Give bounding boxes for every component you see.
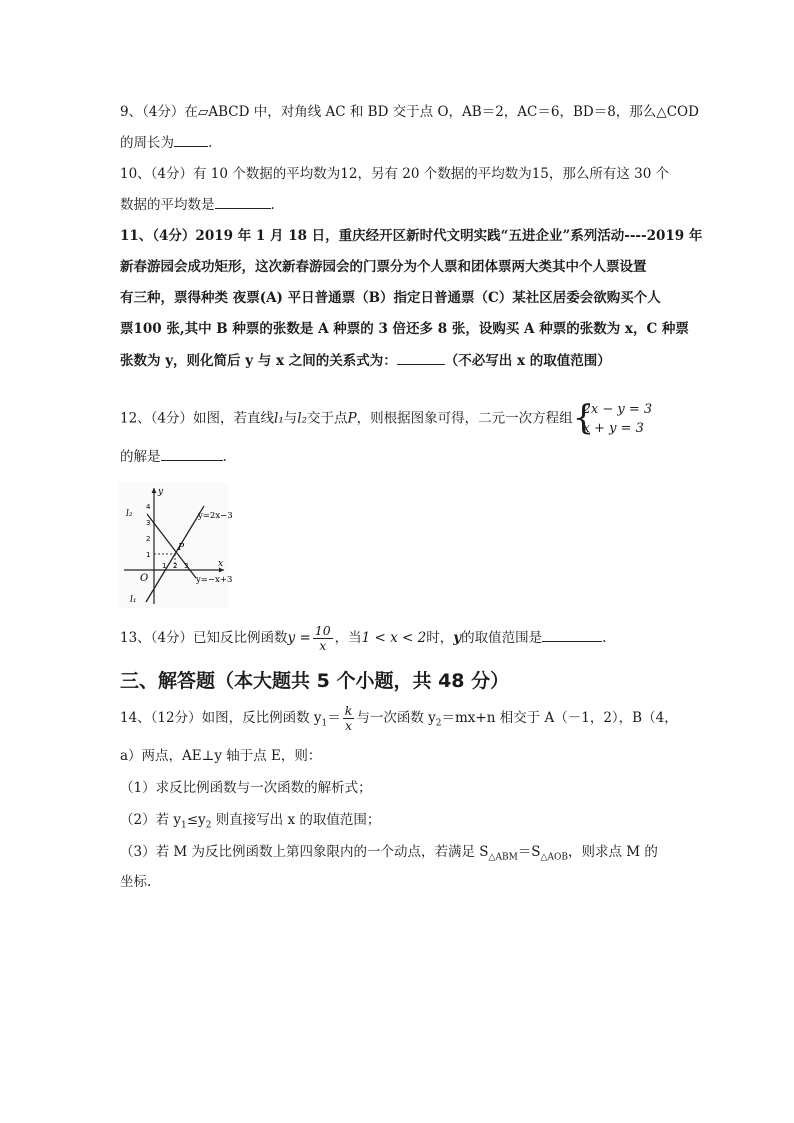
q14-text-b: ＝mx+n 相交于 A（－1，2），B（4， — [441, 710, 678, 726]
q13-condition: 1 < x < 2 — [361, 630, 427, 646]
q14-sub2: 2 — [435, 718, 442, 729]
q14-line2: a）两点，AE⊥y 轴于点 E，则： — [120, 748, 322, 764]
q13-frac-den: x — [319, 638, 327, 653]
question-12-line2 — [120, 446, 676, 467]
q12-prefix: 12、（4分）如图，若直线 — [120, 410, 275, 427]
question-9-line2 — [120, 132, 676, 153]
q13-fraction — [313, 624, 333, 653]
l2-label: l₂ — [126, 509, 133, 519]
equation-2: x + y = 3 — [582, 421, 644, 436]
question-14-part1 — [120, 778, 676, 798]
origin-label: O — [140, 573, 149, 584]
q14-part2b: ≤y — [186, 812, 206, 828]
equation-1: 2x − y = 3 — [582, 402, 653, 417]
question-14-line2 — [120, 746, 676, 766]
q13-yvar: y — [453, 630, 462, 646]
x-tick-1: 1 — [162, 562, 167, 570]
q11-line1: 11、（4分）2019 年 1 月 18 日，重庆经开区新时代文明实践“五进企业”系列活动----2019 年 — [120, 228, 703, 244]
q12-point: P — [347, 410, 357, 427]
question-10-line2 — [120, 194, 676, 215]
q14-sub1: 1 — [321, 718, 328, 729]
question-11-line1 — [120, 226, 703, 246]
q14-part3-sub2: △AOB — [540, 852, 568, 863]
q9-text-b: 的周长为 — [120, 135, 174, 151]
question-11-line3 — [120, 288, 676, 308]
q14-part1: （1）求反比例函数与一次函数的解析式； — [120, 780, 372, 796]
q14-part3-line2: 坐标. — [120, 874, 152, 890]
q14-prefix: 14、（12分）如图，反比例函数 y — [120, 710, 322, 726]
q11-line5a: 张数为 y，则化简后 y 与 x 之间的关系式为： — [120, 353, 397, 369]
axis-x-label: x — [218, 559, 224, 569]
question-12 — [120, 400, 676, 438]
x-tick-3: 3 — [184, 562, 189, 570]
q12-and: 与 — [283, 410, 298, 427]
answer-blank-q13[interactable] — [542, 627, 602, 642]
q9-end: . — [208, 135, 213, 151]
question-14 — [120, 704, 676, 738]
answer-blank-q12[interactable] — [161, 446, 223, 461]
q12-l2: l₂ — [297, 410, 307, 427]
brace-icon: { — [572, 398, 595, 438]
q14-fraction — [343, 704, 355, 733]
q11-line5b: （不必写出 x 的取值范围） — [444, 353, 611, 369]
q14-frac-den: x — [345, 718, 353, 733]
question-10 — [120, 164, 676, 184]
y-tick-3: 3 — [146, 519, 151, 527]
y-tick-2: 2 — [146, 535, 151, 543]
q11-line4: 票100 张,其中 B 种票的张数是 A 种票的 3 倍还多 8 张，设购买 A 种票的张数为 x，C 种票 — [120, 321, 689, 337]
q13-frac-num: 10 — [314, 623, 331, 638]
q12-suffix: ，则根据图象可得，二元一次方程组 — [356, 410, 573, 427]
q14-part3a: （3）若 M 为反比例函数上第四象限内的一个动点，若满足 S — [120, 844, 489, 860]
equation-system — [573, 400, 653, 438]
graph-background — [118, 482, 228, 608]
q13-y-eq: y = — [287, 630, 311, 646]
answer-blank-q11[interactable] — [397, 350, 445, 365]
line-a-label: y=2x−3 — [198, 511, 233, 521]
q12-l1: l₁ — [274, 410, 284, 427]
q14-part2c: 则直接写出 x 的取值范围； — [211, 812, 381, 828]
q13-prefix: 13、（4分）已知反比例函数 — [120, 630, 288, 646]
q13-end: . — [602, 630, 607, 646]
parallelogram-symbol: ▱ — [197, 104, 209, 120]
q12-end: . — [222, 449, 227, 465]
q14-part2-sub1: 1 — [181, 820, 187, 831]
q13-mid: ，当 — [334, 630, 362, 646]
question-13 — [120, 624, 676, 653]
q14-part3-sub1: △ABM — [488, 852, 518, 863]
q14-frac-num: k — [344, 703, 353, 718]
answer-blank-q9[interactable] — [174, 132, 208, 147]
question-14-part2 — [120, 810, 676, 836]
y-tick-1: 1 — [146, 551, 151, 559]
question-11-line4 — [120, 319, 689, 339]
q12-mid: 交于点 — [307, 410, 348, 427]
q9-text-a: ABCD 中，对角线 AC 和 BD 交于点 O，AB＝2，AC＝6，BD＝8，那么 — [208, 104, 657, 120]
q14-part3b: ＝S — [517, 844, 541, 860]
x-tick-2: 2 — [173, 562, 178, 570]
q13-suffix: 的取值范围是 — [461, 630, 543, 646]
line-b-label: y=−x+3 — [196, 575, 233, 585]
question-14-part3-line2 — [120, 872, 676, 892]
q11-line3: 有三种，票得种类 夜票(A) 平日普通票（B）指定日普通票（C）某社区居委会欲购买个人 — [120, 290, 661, 306]
l1-label: l₁ — [130, 595, 137, 605]
q12-line2: 的解是 — [120, 449, 161, 465]
q14-text-a: 与一次函数 y — [356, 710, 436, 726]
axis-y-label: y — [158, 487, 164, 497]
q14-part2a: （2）若 y — [120, 812, 182, 828]
q14-part2-sub2: 2 — [205, 820, 212, 831]
point-p-label: P — [178, 543, 185, 553]
q9-prefix: 9、（4分）在 — [120, 104, 198, 120]
question-11-line2 — [120, 257, 676, 277]
q10-line2: 数据的平均数是 — [120, 197, 215, 213]
q10-line1: 10、（4分）有 10 个数据的平均数为12，另有 20 个数据的平均数为15，那么所有这 30 个 — [120, 166, 670, 182]
q9-triangle: △COD — [656, 104, 699, 120]
question-11-line5 — [120, 350, 676, 371]
q12-graph — [118, 482, 233, 608]
question-14-part3 — [120, 842, 676, 868]
y-tick-4: 4 — [146, 503, 151, 511]
q13-mid2: 时， — [426, 630, 454, 646]
q14-part3c: ，则求点 M 的 — [567, 844, 658, 860]
answer-blank-q10[interactable] — [215, 194, 271, 209]
section-3-heading: 三、解答题（本大题共 5 个小题，共 48 分） — [120, 670, 510, 692]
q14-eq: ＝ — [327, 710, 341, 726]
q10-end: . — [270, 197, 275, 213]
q11-line2: 新春游园会成功矩形，这次新春游园会的门票分为个人票和团体票两大类其中个人票设置 — [120, 259, 647, 275]
question-9 — [120, 102, 699, 122]
